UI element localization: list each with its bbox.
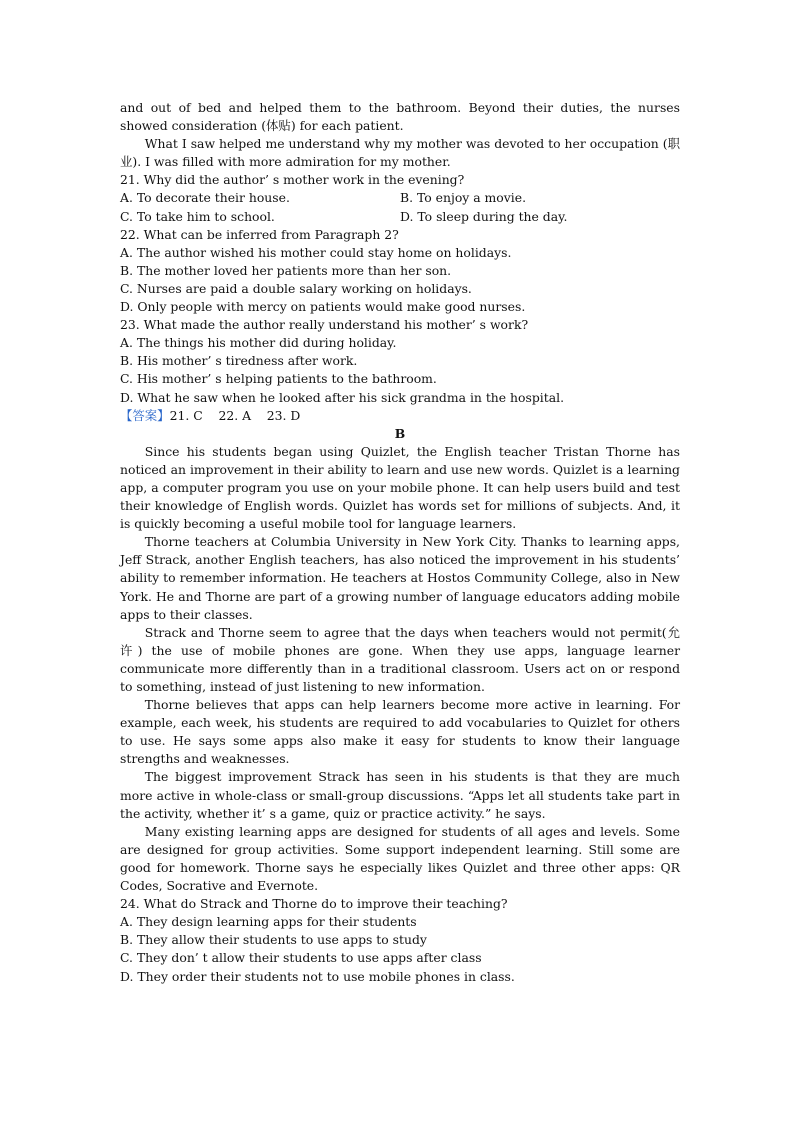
question-stem: 21. Why did the author’ s mother work in the evening? bbox=[120, 172, 465, 188]
option-c: C. They don’ t allow their students to use apps after class bbox=[120, 950, 482, 966]
document-page bbox=[120, 99, 680, 986]
option-d: D. What he saw when he looked after his sick grandma in the hospital. bbox=[120, 389, 565, 405]
passage-b-paragraph: Thorne teachers at Columbia University in New York City. Thanks to learning apps, Jeff Strack, another English teachers, has also noticed the improvement in his students’ ability to remember information. He teachers at Hostos Community College, also in New York. He and Thorne are part of a growing number of language educators adding mobile apps to their classes. bbox=[120, 534, 680, 622]
option-b: B. His mother’ s tiredness after work. bbox=[120, 353, 358, 369]
option-a: A. They design learning apps for their students bbox=[120, 914, 417, 930]
option-row bbox=[120, 208, 680, 226]
passage-a-paragraph: What I saw helped me understand why my mother was devoted to her occupation (职业). I was filled with more admiration for my mother. bbox=[120, 136, 680, 170]
question-22 bbox=[120, 226, 680, 316]
option-d: D. They order their students not to use mobile phones in class. bbox=[120, 968, 515, 984]
answer-tag: 【答案】 bbox=[120, 407, 170, 423]
option-a: A. The things his mother did during holiday. bbox=[120, 335, 397, 351]
passage-b-paragraph: Thorne believes that apps can help learners become more active in learning. For example, each week, his students are required to add vocabularies to Quizlet for others to use. He says some apps also make it easy for students to know their language strengths and weaknesses. bbox=[120, 697, 680, 767]
answer-key bbox=[120, 407, 680, 425]
option-b: B. The mother loved her patients more than her son. bbox=[120, 262, 452, 278]
answer-text: 21. C 22. A 23. D bbox=[169, 407, 301, 423]
passage-b-paragraph: Strack and Thorne seem to agree that the days when teachers would not permit(允许) the use of mobile phones are gone. When they use apps, language learner communicate more differently than in a traditional classroom. Users act on or respond to something, instead of just listening to new information. bbox=[120, 624, 680, 694]
option-b: B. They allow their students to use apps to study bbox=[120, 932, 427, 948]
option-row bbox=[120, 189, 680, 207]
passage-b-paragraph: The biggest improvement Strack has seen in his students is that they are much more active in whole-class or small-group discussions. “Apps let all students take part in the activity, whether it’ s a game, quiz or practice activity.” he says. bbox=[120, 769, 680, 821]
question-stem: 22. What can be inferred from Paragraph 2? bbox=[120, 226, 399, 242]
option-a: A. To decorate their house. bbox=[120, 190, 290, 206]
option-c: C. His mother’ s helping patients to the bathroom. bbox=[120, 371, 437, 387]
option-c: C. To take him to school. bbox=[120, 208, 275, 224]
option-b: B. To enjoy a movie. bbox=[400, 190, 527, 206]
option-d: D. To sleep during the day. bbox=[400, 208, 568, 224]
question-21 bbox=[120, 171, 680, 225]
section-title: B bbox=[394, 425, 406, 441]
option-a: A. The author wished his mother could stay home on holidays. bbox=[120, 244, 512, 260]
question-23 bbox=[120, 316, 680, 406]
passage-b-paragraph: Since his students began using Quizlet, the English teacher Tristan Thorne has noticed an improvement in their ability to learn and use new words. Quizlet is a learning app, a computer program you use on your mobile phone. It can help users build and test their knowledge of English words. Quizlet has words set for millions of subjects. And, it is quickly becoming a useful mobile tool for language learners. bbox=[120, 443, 680, 532]
question-stem: 24. What do Strack and Thorne do to improve their teaching? bbox=[120, 896, 508, 912]
question-24 bbox=[120, 895, 680, 985]
passage-b-paragraph: Many existing learning apps are designed for students of all ages and levels. Some are designed for group activities. Some support independent learning. Still some are good for homework. Thorne says he especially likes Quizlet and three other apps: QR Codes, Socrative and Evernote. bbox=[120, 823, 680, 894]
question-stem: 23. What made the author really understand his mother’ s work? bbox=[120, 317, 529, 333]
option-c: C. Nurses are paid a double salary working on holidays. bbox=[120, 280, 472, 296]
option-d: D. Only people with mercy on patients would make good nurses. bbox=[120, 299, 526, 315]
passage-a-paragraph: and out of bed and helped them to the bathroom. Beyond their duties, the nurses showed consideration (体贴) for each patient. bbox=[120, 100, 680, 134]
